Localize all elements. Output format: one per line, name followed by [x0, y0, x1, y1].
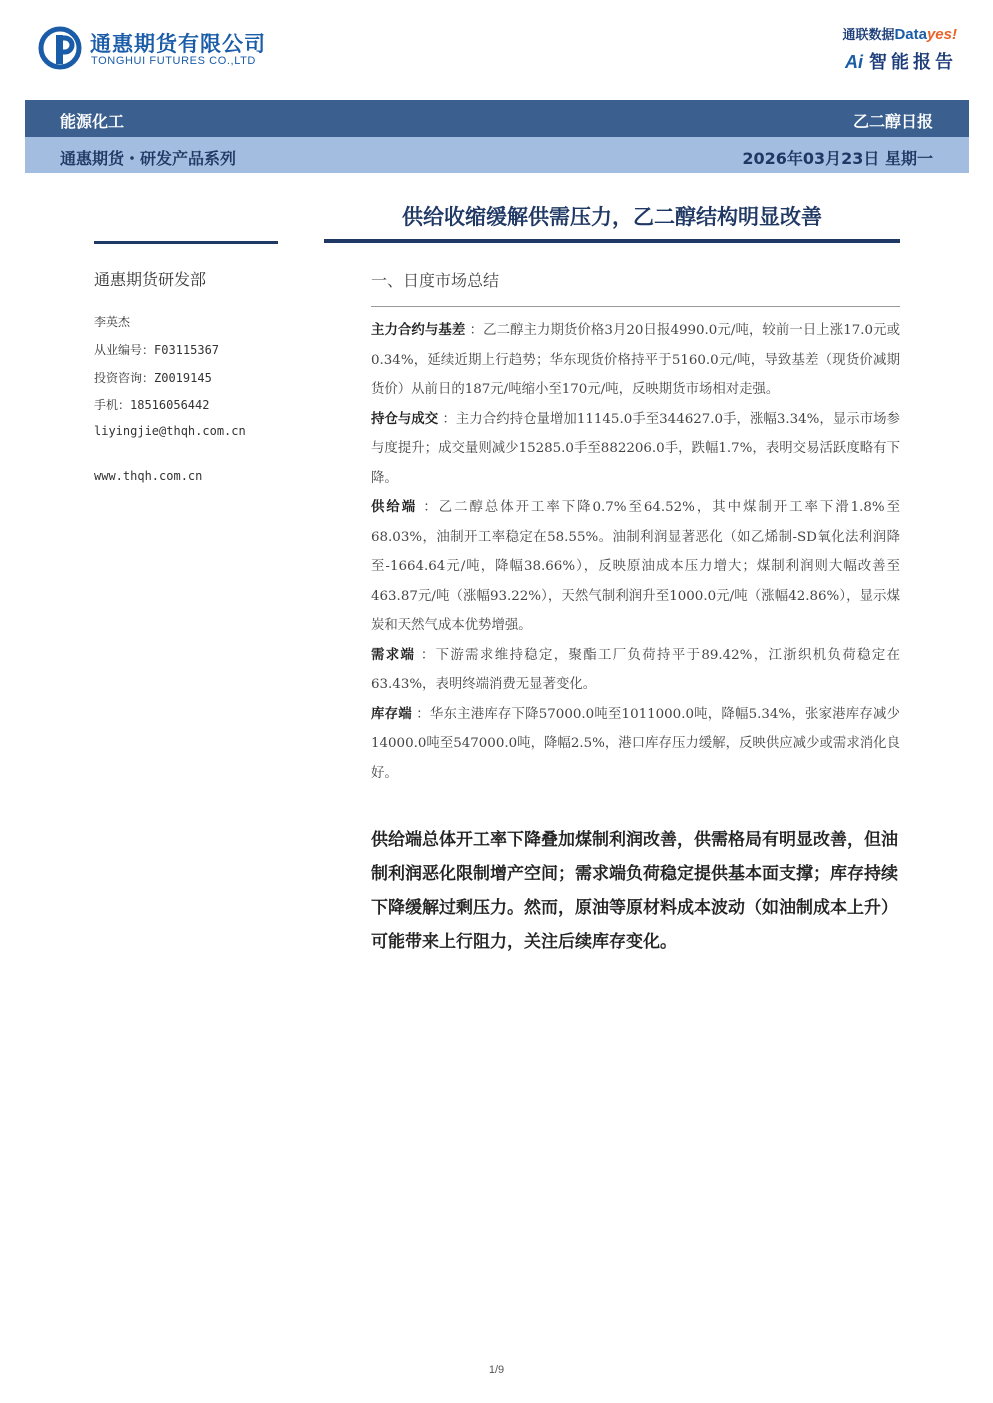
banner-dark: [25, 100, 969, 137]
banner-date: 2026年03月23日 星期一: [742, 149, 933, 168]
company-name-en: TONGHUI FUTURES CO.,LTD: [91, 55, 256, 67]
banner-series: 通惠期货・研发产品系列: [60, 149, 237, 168]
paragraph-supply: [371, 493, 900, 641]
tonghui-logo-icon: [38, 26, 82, 70]
section-title: 一、日度市场总结: [371, 271, 500, 290]
paragraph-inventory: [371, 700, 900, 789]
email-link[interactable]: liyingjie@thqh.com.cn: [94, 424, 246, 438]
consulting-number: 投资咨询：Z0019145: [94, 371, 212, 385]
paragraph-label: 需求端: [371, 647, 416, 663]
datayes-logo: [842, 24, 957, 43]
ai-report-text: 智能报告: [869, 52, 957, 73]
sidebar-divider: [94, 241, 278, 244]
paragraph-label: 主力合约与基差: [371, 323, 466, 338]
paragraph-text: ：乙二醇总体开工率下降0.7%至64.52%，其中煤制开工率下滑1.8%至68.03%，油制开工率稳定在58.55%。油制利润显著恶化（如乙烯制-SD氧化法利润降至-1664.64元/吨，降幅38.66%），反映原油成本压力增大；煤制利润则大幅改善至463.87元/吨（涨幅93.22%），天然气制利润升至1000.0元/吨（涨幅42.86%），显示煤炭和天然气成本优势增强。: [371, 500, 900, 633]
paragraph-label: 持仓与成交: [371, 411, 439, 427]
title-divider: [324, 239, 900, 243]
paragraph-text: ：乙二醇主力期货价格3月20日报4990.0元/吨，较前一日上涨17.0元或0.34%，延续近期上行趋势；华东现货价格持平于5160.0元/吨，导致基差（现货价减期货价）从前日的187元/吨缩小至170元/吨，反映期货市场相对走强。: [371, 323, 900, 397]
page-number: 1/9: [488, 1364, 505, 1376]
banner-category: 能源化工: [60, 112, 125, 131]
banner-report-type: 乙二醇日报: [852, 112, 933, 131]
section-divider: [371, 306, 900, 307]
datayes-prefix: 通联数据: [842, 28, 895, 43]
datayes-yes: yes!: [926, 26, 957, 43]
company-name-cn: 通惠期货有限公司: [90, 32, 266, 56]
datayes-data: Data: [894, 26, 927, 43]
paragraph-position-volume: [371, 405, 900, 494]
paragraph-futures-basis: [371, 316, 900, 405]
analyst-name: 李英杰: [94, 315, 131, 329]
paragraph-text: ：主力合约持仓量增加11145.0手至344627.0手，涨幅3.34%，显示市场参与度提升；成交量则减少15285.0手至882206.0手，跌幅1.7%，表明交易活跃度略有下降。: [371, 411, 901, 486]
paragraph-demand: [371, 641, 900, 700]
paragraph-label: 供给端: [371, 500, 418, 515]
license-number: 从业编号：F03115367: [94, 343, 220, 357]
department-name: 通惠期货研发部: [94, 270, 207, 289]
conclusion-text: 供给端总体开工率下降叠加煤制利润改善，供需格局有明显改善，但油制利润恶化限制增产空间；需求端负荷稳定提供基本面支撑；库存持续下降缓解过剩压力。然而，原油等原材料成本波动（如油制成本上升）可能带来上行阻力，关注后续库存变化。: [371, 830, 898, 952]
paragraph-text: ：下游需求维持稳定，聚酯工厂负荷持平于89.42%，江浙织机负荷稳定在63.43%，表明终端消费无显著变化。: [371, 647, 900, 692]
ai-icon: Ai: [845, 52, 863, 72]
market-summary: [371, 316, 900, 788]
paragraph-text: ：华东主港库存下降57000.0吨至1011000.0吨，降幅5.34%，张家港库存减少14000.0吨至547000.0吨，降幅2.5%，港口库存压力缓解，反映供应减少或需求消化良好。: [371, 706, 900, 781]
website-link[interactable]: www.thqh.com.cn: [94, 469, 203, 483]
ai-report-label: [845, 48, 957, 74]
paragraph-label: 库存端: [371, 706, 412, 722]
report-title: 供给收缩缓解供需压力，乙二醇结构明显改善: [402, 205, 822, 229]
phone-number: 手机：18516056442: [94, 398, 210, 412]
